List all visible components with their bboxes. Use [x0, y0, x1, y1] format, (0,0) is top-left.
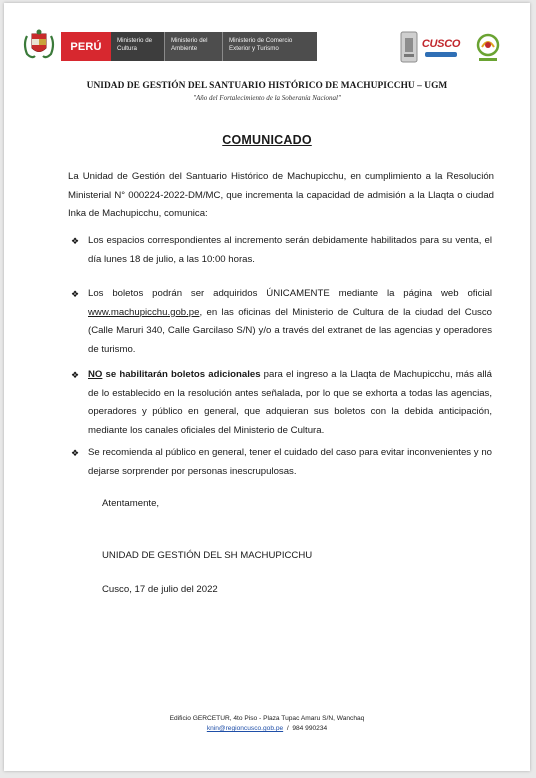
- letterhead: [4, 3, 530, 73]
- bullet-text: , en las oficinas del Ministerio de Cultura de la ciudad del Cusco (Calle Maruri 340, Calle Garcilaso S/N) y/o a través del extranet de las agencias y operadores de turismo.: [88, 306, 492, 355]
- bullet-text: Se recomienda al público en general, tener el cuidado del caso para evitar inconvenientes y no dejarse sorprender por personas inescrupulosas.: [88, 447, 492, 477]
- ministry-environment-label: Ministerio del Ambiente: [164, 32, 222, 61]
- signatory-unit: UNIDAD DE GESTIÓN DEL SH MACHUPICCHU: [102, 550, 313, 561]
- footer-separator: /: [286, 725, 289, 732]
- official-website-link[interactable]: www.machupicchu.gob.pe: [88, 306, 200, 318]
- footer-contact: [4, 725, 530, 732]
- bullet-item: [71, 285, 492, 359]
- emphasis-no: NO: [88, 369, 103, 380]
- document-page: [4, 3, 530, 771]
- diamond-bullet-icon: ❖: [71, 289, 80, 299]
- peru-brand-label: PERÚ: [61, 32, 111, 61]
- footer-address: Edificio GERCETUR, 4to Piso - Plaza Tupac Amaru S/N, Wanchaq: [169, 715, 365, 722]
- diamond-bullet-icon: ❖: [71, 448, 80, 458]
- bullet-item: [71, 232, 492, 269]
- year-motto: "Año del Fortalecimiento de la Soberanía Nacional": [193, 94, 341, 102]
- ministry-culture-label: Ministerio de Cultura: [111, 32, 164, 61]
- diamond-bullet-icon: ❖: [71, 236, 80, 246]
- footer-email-link[interactable]: knin@regioncusco.gob.pe: [206, 725, 284, 732]
- cusco-logo-stripe: [425, 52, 457, 57]
- peru-coat-of-arms-icon: [23, 28, 55, 62]
- organization-title: UNIDAD DE GESTIÓN DEL SANTUARIO HISTÓRICO DE MACHUPICCHU – UGM: [86, 81, 448, 91]
- bullet-text: Los boletos podrán ser adquiridos ÚNICAMENTE mediante la página web oficial: [88, 288, 492, 299]
- cusco-logo-text: CUSCO: [421, 38, 461, 50]
- intro-paragraph: La Unidad de Gestión del Santuario Histórico de Machupicchu, en cumplimiento a la Resolución Ministerial N° 000224-2022-DM/MC, que incrementa la capacidad de admisión a la Llaqta o ciudad Inka de Machupicchu, comunica:: [68, 171, 494, 219]
- institution-emblem-icon: [400, 31, 418, 63]
- emphasis-text: se habilitarán boletos adicionales: [102, 369, 261, 380]
- bullet-text: Los espacios correspondientes al incremento serán debidamente habilitados para su venta, el día lunes 18 de julio, a las 10:00 horas.: [88, 235, 492, 265]
- place-date: Cusco, 17 de julio del 2022: [102, 584, 218, 595]
- ministry-trade-tourism-label: Ministerio de Comercio Exterior y Turismo: [222, 32, 317, 61]
- gobierno-regional-cusco-logo: [419, 35, 463, 59]
- diamond-bullet-icon: ❖: [71, 370, 80, 380]
- document-title: COMUNICADO: [222, 133, 312, 147]
- bullet-item: [71, 366, 492, 440]
- bullet-text: para el ingreso a la Llaqta de Machupicchu, más allá de lo establecido en la resolución antes señalada, por lo que se exhorta a todas las agencias, operadores y público en general, que adquieran sus boletos con la debida anticipación, mediante los canales oficiales del Ministerio de Cultura.: [88, 369, 492, 436]
- bullet-item: [71, 444, 492, 481]
- sign-off: Atentamente,: [102, 498, 160, 509]
- dircetur-seal-icon: [475, 33, 501, 63]
- footer-phone: 984 990234: [292, 725, 328, 732]
